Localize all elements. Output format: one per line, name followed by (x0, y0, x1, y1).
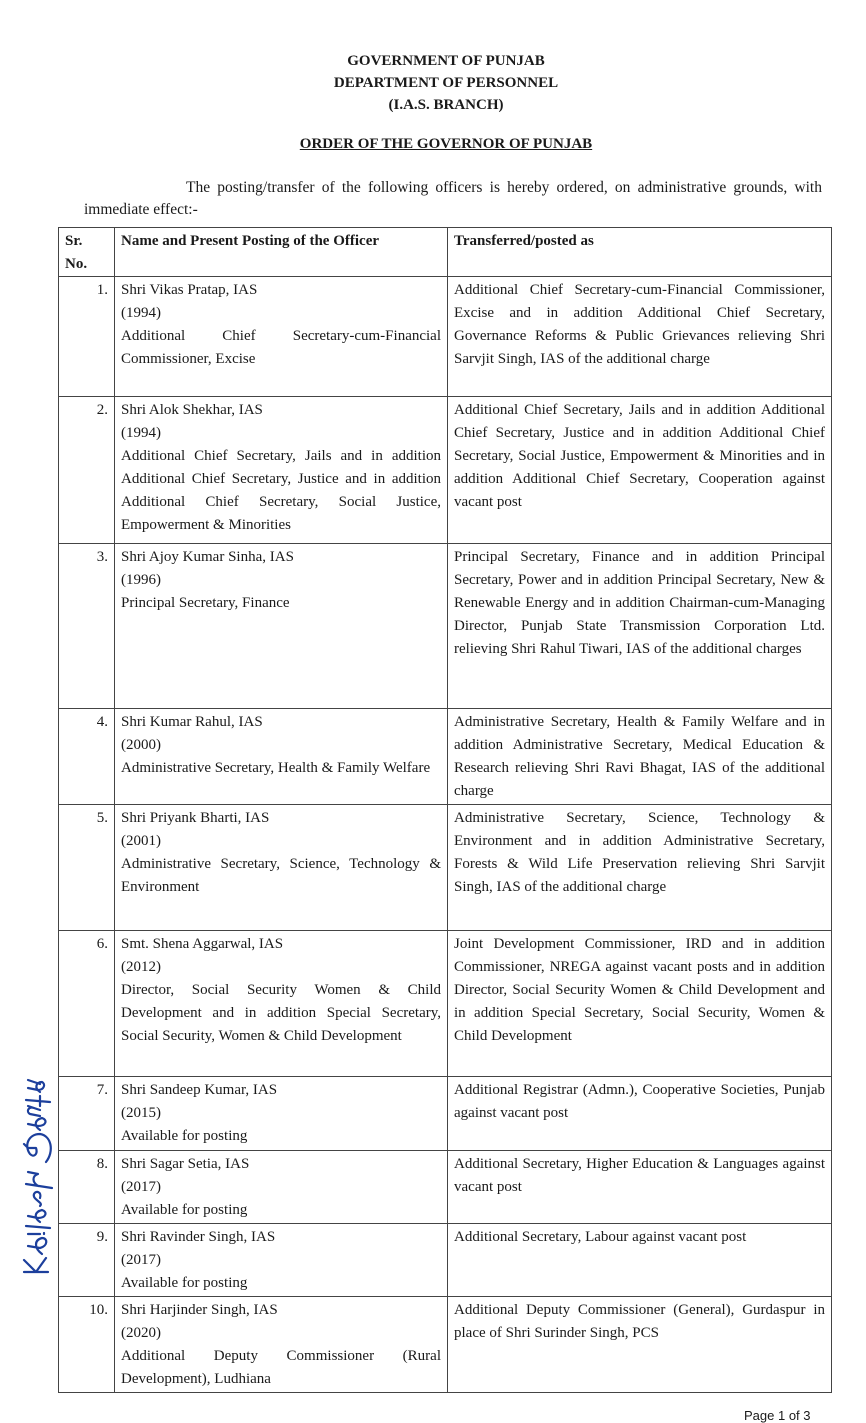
sr-no: 1. (59, 277, 115, 397)
transferred-cell: Administrative Secretary, Science, Technology & Environment and in addition Administrative Secretary, Forests & Wild Life Preservation relieving Shri Sarvjit Singh, IAS of the additional charge (448, 805, 832, 931)
table-row (59, 1224, 832, 1297)
handwritten-signature (10, 1078, 56, 1278)
officer-name: Shri Sandeep Kumar, IAS (121, 1082, 278, 1098)
present-posting: Administrative Secretary, Science, Technology & Environment (121, 856, 441, 895)
transferred-cell: Administrative Secretary, Health & Family Welfare and in addition Administrative Secretary, Medical Education & Research relieving Shri Ravi Bhagat, IAS of the additional charge (448, 709, 832, 805)
intro-paragraph: The posting/transfer of the following officers is hereby ordered, on administrative grounds, with immediate effect:- (84, 179, 822, 218)
transferred-cell: Additional Deputy Commissioner (General), Gurdaspur in place of Shri Surinder Singh, PCS (448, 1297, 832, 1393)
officer-batch: (2001) (121, 833, 161, 849)
table-row (59, 1297, 832, 1393)
present-posting: Available for posting (121, 1128, 248, 1144)
transferred-cell: Joint Development Commissioner, IRD and in addition Commissioner, NREGA against vacant posts and in addition Director, Social Security Women & Child Development and in addition Special Secretary, Social Security, Women & Child Development (448, 931, 832, 1077)
header-government: GOVERNMENT OF PUNJAB (347, 53, 545, 69)
officer-cell (115, 1151, 448, 1224)
officer-batch: (2017) (121, 1252, 161, 1268)
officer-batch: (2020) (121, 1325, 161, 1341)
table-row (59, 397, 832, 544)
table-row (59, 709, 832, 805)
officer-cell (115, 1077, 448, 1151)
present-posting: Additional Chief Secretary, Jails and in addition Additional Chief Secretary, Justice and in addition Additional Chief Secretary, Social Justice, Empowerment & Minorities (121, 448, 441, 533)
page-number: Page 1 of 3 (744, 1408, 811, 1423)
sr-no: 2. (59, 397, 115, 544)
header-sr-no: Sr. No. (59, 228, 115, 277)
present-posting: Administrative Secretary, Health & Family Welfare (121, 760, 431, 776)
transfer-table (58, 227, 832, 1393)
table-row (59, 277, 832, 397)
present-posting: Director, Social Security Women & Child Development and in addition Special Secretary, Social Security, Women & Child Development (121, 982, 441, 1044)
sr-no: 9. (59, 1224, 115, 1297)
sr-no: 7. (59, 1077, 115, 1151)
officer-name: Shri Ravinder Singh, IAS (121, 1229, 276, 1245)
officer-name: Shri Ajoy Kumar Sinha, IAS (121, 549, 294, 565)
sr-no: 8. (59, 1151, 115, 1224)
transferred-cell: Additional Secretary, Higher Education & Languages against vacant post (448, 1151, 832, 1224)
present-posting: Additional Deputy Commissioner (Rural Development), Ludhiana (121, 1348, 441, 1387)
officer-batch: (2017) (121, 1179, 161, 1195)
officer-batch: (2012) (121, 959, 161, 975)
header-transferred: Transferred/posted as (448, 228, 832, 277)
header-name-posting: Name and Present Posting of the Officer (115, 228, 448, 277)
officer-name: Shri Harjinder Singh, IAS (121, 1302, 278, 1318)
officer-batch: (1994) (121, 305, 161, 321)
sr-no: 3. (59, 544, 115, 709)
order-title: ORDER OF THE GOVERNOR OF PUNJAB (299, 136, 593, 152)
officer-batch: (2000) (121, 737, 161, 753)
officer-cell (115, 544, 448, 709)
officer-name: Shri Sagar Setia, IAS (121, 1156, 250, 1172)
sr-no: 5. (59, 805, 115, 931)
present-posting: Available for posting (121, 1275, 248, 1291)
officer-cell (115, 277, 448, 397)
present-posting: Principal Secretary, Finance (121, 595, 290, 611)
officer-name: Shri Vikas Pratap, IAS (121, 282, 258, 298)
officer-cell (115, 1224, 448, 1297)
sr-no: 6. (59, 931, 115, 1077)
officer-batch: (2015) (121, 1105, 161, 1121)
transferred-cell: Additional Registrar (Admn.), Cooperative Societies, Punjab against vacant post (448, 1077, 832, 1151)
officer-name: Smt. Shena Aggarwal, IAS (121, 936, 284, 952)
transferred-cell: Additional Chief Secretary-cum-Financial Commissioner, Excise and in addition Additional Chief Secretary, Governance Reforms & Public Grievances relieving Shri Sarvjit Singh, IAS of the additional charge (448, 277, 832, 397)
table-row (59, 931, 832, 1077)
sr-no: 4. (59, 709, 115, 805)
officer-batch: (1994) (121, 425, 161, 441)
officer-name: Shri Kumar Rahul, IAS (121, 714, 263, 730)
officer-cell (115, 805, 448, 931)
table-row (59, 1077, 832, 1151)
officer-name: Shri Priyank Bharti, IAS (121, 810, 270, 826)
table-row (59, 544, 832, 709)
document-header (0, 50, 866, 116)
transferred-cell: Additional Chief Secretary, Jails and in addition Additional Chief Secretary, Justice and in addition Additional Chief Secretary, Social Justice, Empowerment & Minorities and in addition Additional Chief Secretary, Cooperation against vacant post (448, 397, 832, 544)
sr-no: 10. (59, 1297, 115, 1393)
transferred-cell: Additional Secretary, Labour against vacant post (448, 1224, 832, 1297)
present-posting: Additional Chief Secretary-cum-Financial Commissioner, Excise (121, 328, 441, 367)
table-row (59, 805, 832, 931)
officer-cell (115, 931, 448, 1077)
transferred-cell: Principal Secretary, Finance and in addition Principal Secretary, Power and in addition Principal Secretary, New & Renewable Energy and in addition Chairman-cum-Managing Director, Punjab State Transmission Corporation Ltd. relieving Shri Rahul Tiwari, IAS of the additional charges (448, 544, 832, 709)
officer-batch: (1996) (121, 572, 161, 588)
officer-cell (115, 397, 448, 544)
officer-cell (115, 709, 448, 805)
present-posting: Available for posting (121, 1202, 248, 1218)
officer-cell (115, 1297, 448, 1393)
table-row (59, 1151, 832, 1224)
officer-name: Shri Alok Shekhar, IAS (121, 402, 263, 418)
header-department: DEPARTMENT OF PERSONNEL (333, 75, 559, 91)
table-header-row (59, 228, 832, 277)
header-branch: (I.A.S. BRANCH) (388, 97, 504, 113)
